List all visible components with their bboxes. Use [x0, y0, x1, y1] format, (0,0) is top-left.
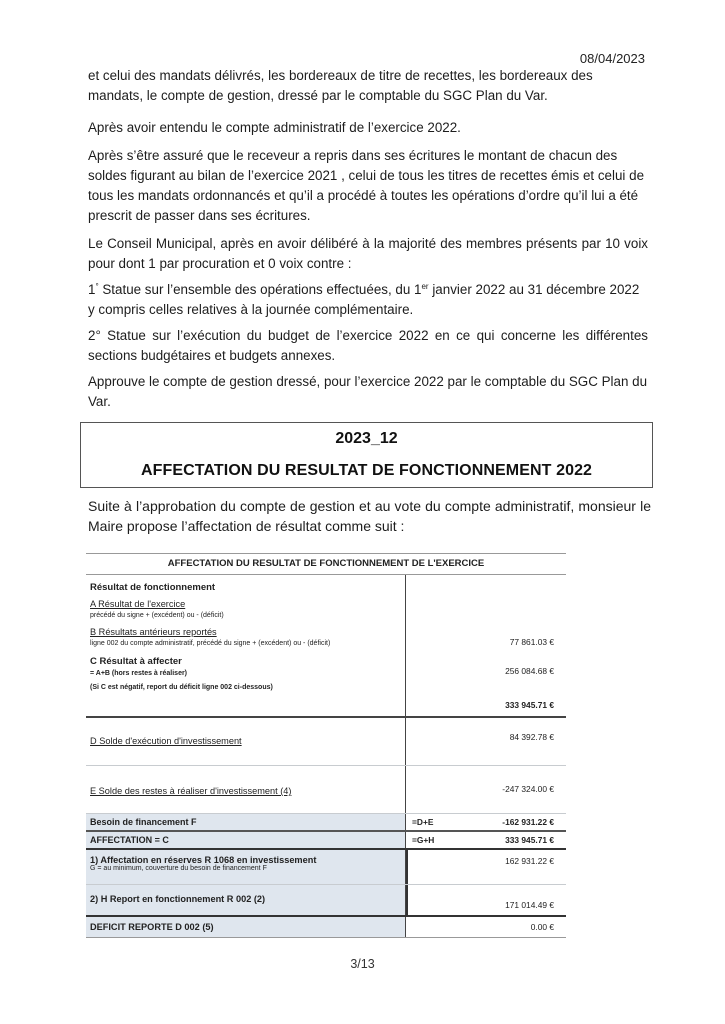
row-d-value: 84 392.78 €: [509, 732, 554, 742]
paragraph-statue-2: [88, 326, 648, 366]
table-row-d: [86, 718, 566, 766]
row-f-label: Besoin de financement F: [86, 814, 406, 830]
row-e-value: -247 324.00 €: [502, 784, 554, 794]
page-number: 3/13: [350, 957, 375, 971]
row-c-value: 333 945.71 €: [505, 700, 554, 710]
row-deficit-label: DEFICIT REPORTE D 002 (5): [86, 917, 406, 937]
row-a-note: précédé du signe + (excédent) ou - (déficit): [90, 612, 224, 619]
row-b-note: ligne 002 du compte administratif, précédé du signe + (excédent) ou - (déficit): [90, 640, 331, 647]
row-affectation-formula: =G+H: [412, 835, 435, 845]
affectation-table: [86, 553, 566, 938]
paragraph-vote: [88, 234, 648, 274]
table-row-g: [86, 850, 566, 885]
table-row-affectation: [86, 832, 566, 850]
row-g-value: 162 931.22 €: [505, 856, 554, 866]
row-c-label: C Résultat à affecter: [90, 656, 182, 667]
row-deficit-value: 0.00 €: [530, 922, 554, 932]
paragraph-compte-administratif: [88, 118, 648, 138]
paragraph-text: 1° Statue sur l’ensemble des opérations effectuées, du 1er janvier 2022 au 31 décembre 2022 y compris celles relatives à la journée complémentaire.: [88, 282, 640, 317]
paragraph-mandats: [88, 66, 648, 106]
row-affectation-value: 333 945.71 €: [505, 835, 554, 845]
paragraph-text: 2° Statue sur l’exécution du budget de l’exercice 2022 en ce qui concerne les différentes sections budgétaires et budgets annexes.: [88, 328, 648, 363]
row-f-value: -162 931.22 €: [502, 817, 554, 827]
row-affectation-label: AFFECTATION = C: [86, 832, 406, 848]
deliberation-code: 2023_12: [335, 430, 398, 447]
paragraph-text: Après s’être assuré que le receveur a repris dans ses écritures le montant de chacun des soldes figurant au bilan de l’exercice 2021 , celui de tous les titres de recettes émis et celui de tous les mandats ordonnancés et qu’il a procédé à toutes les opérations d’ordre qu’il lui a été prescrit de passer dans ses écritures.: [88, 148, 645, 223]
row-b-label: B Résultats antérieurs reportés: [90, 627, 217, 637]
paragraph-text: Approuve le compte de gestion dressé, pour l’exercice 2022 par le comptable du SGC Plan du Var.: [88, 374, 648, 409]
row-c-note-1: = A+B (hors restes à réaliser): [90, 670, 188, 677]
row-e-label: E Solde des restes à réaliser d'investissement (4): [90, 786, 292, 796]
paragraph-approuve: [88, 372, 648, 412]
table-row-f: [86, 813, 566, 832]
deliberation-intro: Suite à l’approbation du compte de gestion et au vote du compte administratif, monsieur le Maire propose l’affectation de résultat comme suit :: [88, 498, 651, 534]
row-d-label: D Solde d'exécution d'investissement: [90, 736, 242, 746]
table-header: AFFECTATION DU RESULTAT DE FONCTIONNEMENT DE L'EXERCICE: [86, 553, 566, 575]
header-date: 08/04/2023: [579, 51, 645, 66]
row-g-note: G = au minimum, couverture du besoin de financement F: [90, 865, 267, 872]
row-a-value: 77 861.03 €: [509, 637, 554, 647]
row-g-label: 1) Affectation en réserves R 1068 en investissement: [90, 855, 317, 865]
section-title: Résultat de fonctionnement: [90, 582, 216, 593]
paragraph-statue-1: [88, 280, 648, 320]
table-row-e: [86, 766, 566, 813]
deliberation-title-box: [80, 422, 653, 488]
row-c-note-2: (Si C est négatif, report du déficit ligne 002 ci-dessous): [90, 684, 273, 691]
table-row-resultat: [86, 575, 566, 718]
paragraph-text: et celui des mandats délivrés, les bordereaux de titre de recettes, les bordereaux des mandats, le compte de gestion, dressé par le comptable du SGC Plan du Var.: [88, 68, 593, 103]
row-a-label: A Résultat de l'exercice: [90, 599, 186, 609]
deliberation-title: AFFECTATION DU RESULTAT DE FONCTIONNEMENT 2022: [140, 462, 593, 479]
row-b-value: 256 084.68 €: [505, 666, 554, 676]
table-row-h: [86, 885, 566, 917]
row-h-value: 171 014.49 €: [505, 900, 554, 910]
paragraph-text: Le Conseil Municipal, après en avoir délibéré à la majorité des membres présents par 10 voix pour dont 1 par procuration et 0 voix contre :: [88, 236, 648, 271]
paragraph-text: Après avoir entendu le compte administratif de l’exercice 2022.: [88, 120, 461, 135]
paragraph-receveur: [88, 146, 648, 226]
table-row-deficit: [86, 917, 566, 938]
row-f-formula: =D+E: [412, 817, 434, 827]
row-h-label: 2) H Report en fonctionnement R 002 (2): [86, 885, 406, 915]
